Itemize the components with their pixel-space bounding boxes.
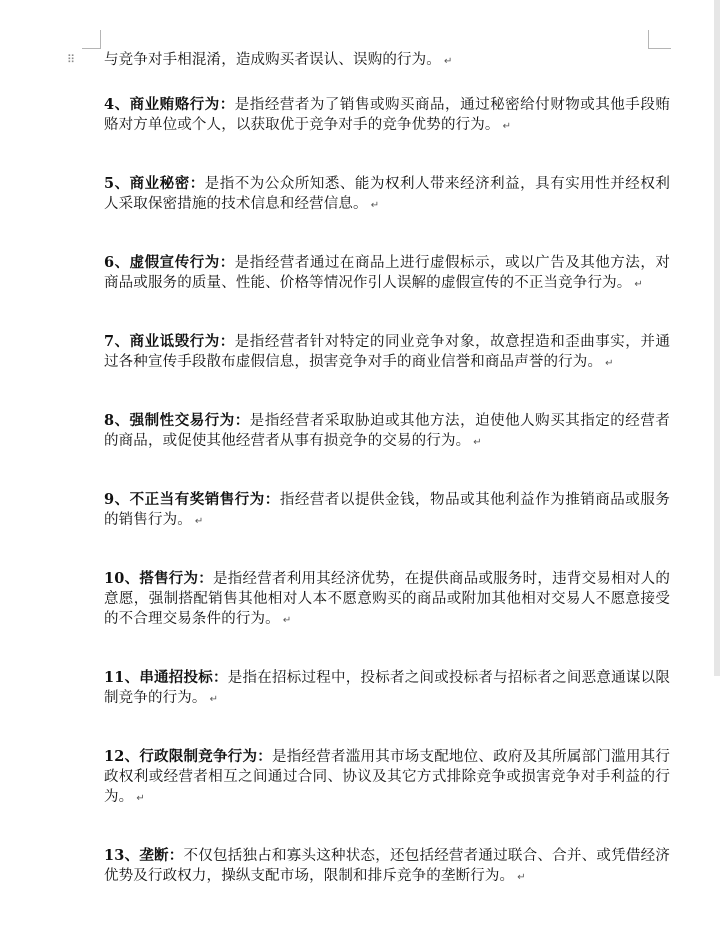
definition-paragraph (104, 174, 670, 216)
paragraph-mark-icon: ↵ (136, 793, 145, 804)
definition-term: 8、强制性交易行为： (104, 412, 250, 429)
intro-paragraph (104, 50, 670, 72)
definition-paragraph (104, 668, 670, 710)
paragraph-mark-icon: ↵ (282, 615, 292, 626)
paragraph-mark-icon: ↵ (443, 56, 453, 67)
paragraph-mark-icon: ↵ (370, 200, 380, 211)
definition-paragraph (104, 747, 670, 809)
definition-paragraph (104, 490, 670, 532)
definition-paragraph (104, 95, 670, 137)
definition-term: 5、商业秘密： (104, 175, 205, 192)
paragraph-mark-icon: ↵ (209, 694, 219, 705)
definition-text: 是指经营者利用其经济优势，在提供商品或服务时，违背交易相对人的意愿，强制搭配销售其他相对人本不愿意购买的商品或附加其他相对交易人不愿意接受的不合理交易条件的行为。 (104, 571, 670, 627)
definition-text: 是指经营者为了销售或购买商品，通过秘密给付财物或其他手段贿赂对方单位或个人，以获取优于竞争对手的竞争优势的行为。 (104, 97, 670, 133)
paragraph-mark-icon: ↵ (634, 279, 643, 290)
paragraph-mark-icon: ↵ (502, 121, 512, 132)
definition-text: 指经营者以提供金钱，物品或其他利益作为推销商品或服务的销售行为。 (104, 492, 671, 528)
definition-term: 13、垄断： (104, 847, 184, 864)
definition-term: 10、搭售行为： (104, 570, 214, 587)
crop-mark-top-right (648, 30, 671, 49)
definition-text: 是指经营者通过在商品上进行虚假标示，或以广告及其他方法，对商品或服务的质量、性能、价格等情况作引人误解的虚假宣传的不正当竞争行为。 (104, 255, 670, 291)
paragraph-mark-icon: ↵ (473, 437, 482, 448)
definition-paragraph (104, 569, 670, 631)
definition-term: 12、行政限制竞争行为： (104, 748, 273, 765)
definition-text: 是指不为公众所知悉、能为权利人带来经济利益，具有实用性并经权利人采取保密措施的技术信息和经营信息。 (104, 176, 670, 212)
document-body[interactable] (104, 50, 670, 925)
definition-paragraph (104, 411, 670, 453)
intro-text: 与竞争对手相混淆，造成购买者误认、误购的行为。 (104, 52, 441, 68)
drag-handle-icon[interactable]: ⠿ (67, 53, 76, 66)
definition-paragraph (104, 332, 670, 374)
page-edge (714, 0, 720, 676)
definition-text: 是指经营者针对特定的同业竞争对象，故意捏造和歪曲事实，并通过各种宣传手段散布虚假信息，损害竞争对手的商业信誉和商品声誉的行为。 (104, 334, 670, 370)
definition-term: 9、不正当有奖销售行为： (104, 491, 280, 508)
paragraph-mark-icon: ↵ (194, 516, 204, 527)
definition-text: 是指经营者滥用其市场支配地位、政府及其所属部门滥用其行政权利或经营者相互之间通过合同、协议及其它方式排除竞争或损害竞争对手利益的行为。 (104, 749, 670, 805)
paragraph-mark-icon: ↵ (517, 872, 526, 883)
definition-term: 7、商业诋毁行为： (104, 333, 235, 350)
definition-text: 是指在招标过程中，投标者之间或投标者与招标者之间恶意通谋以限制竞争的行为。 (104, 670, 670, 706)
definition-term: 11、串通招投标： (104, 669, 228, 686)
paragraph-mark-icon: ↵ (605, 358, 614, 369)
definition-term: 4、商业贿赂行为： (104, 96, 235, 113)
definition-text: 不仅包括独占和寡头这种状态，还包括经营者通过联合、合并、或凭借经济优势及行政权力，操纵支配市场，限制和排斥竞争的垄断行为。 (104, 848, 670, 884)
definition-paragraph (104, 846, 670, 888)
definition-term: 6、虚假宣传行为： (104, 254, 235, 271)
crop-mark-top-left (82, 30, 101, 49)
definition-paragraph (104, 253, 670, 295)
definition-text: 是指经营者采取胁迫或其他方法，迫使他人购买其指定的经营者的商品，或促使其他经营者从事有损竞争的交易的行为。 (104, 413, 670, 449)
